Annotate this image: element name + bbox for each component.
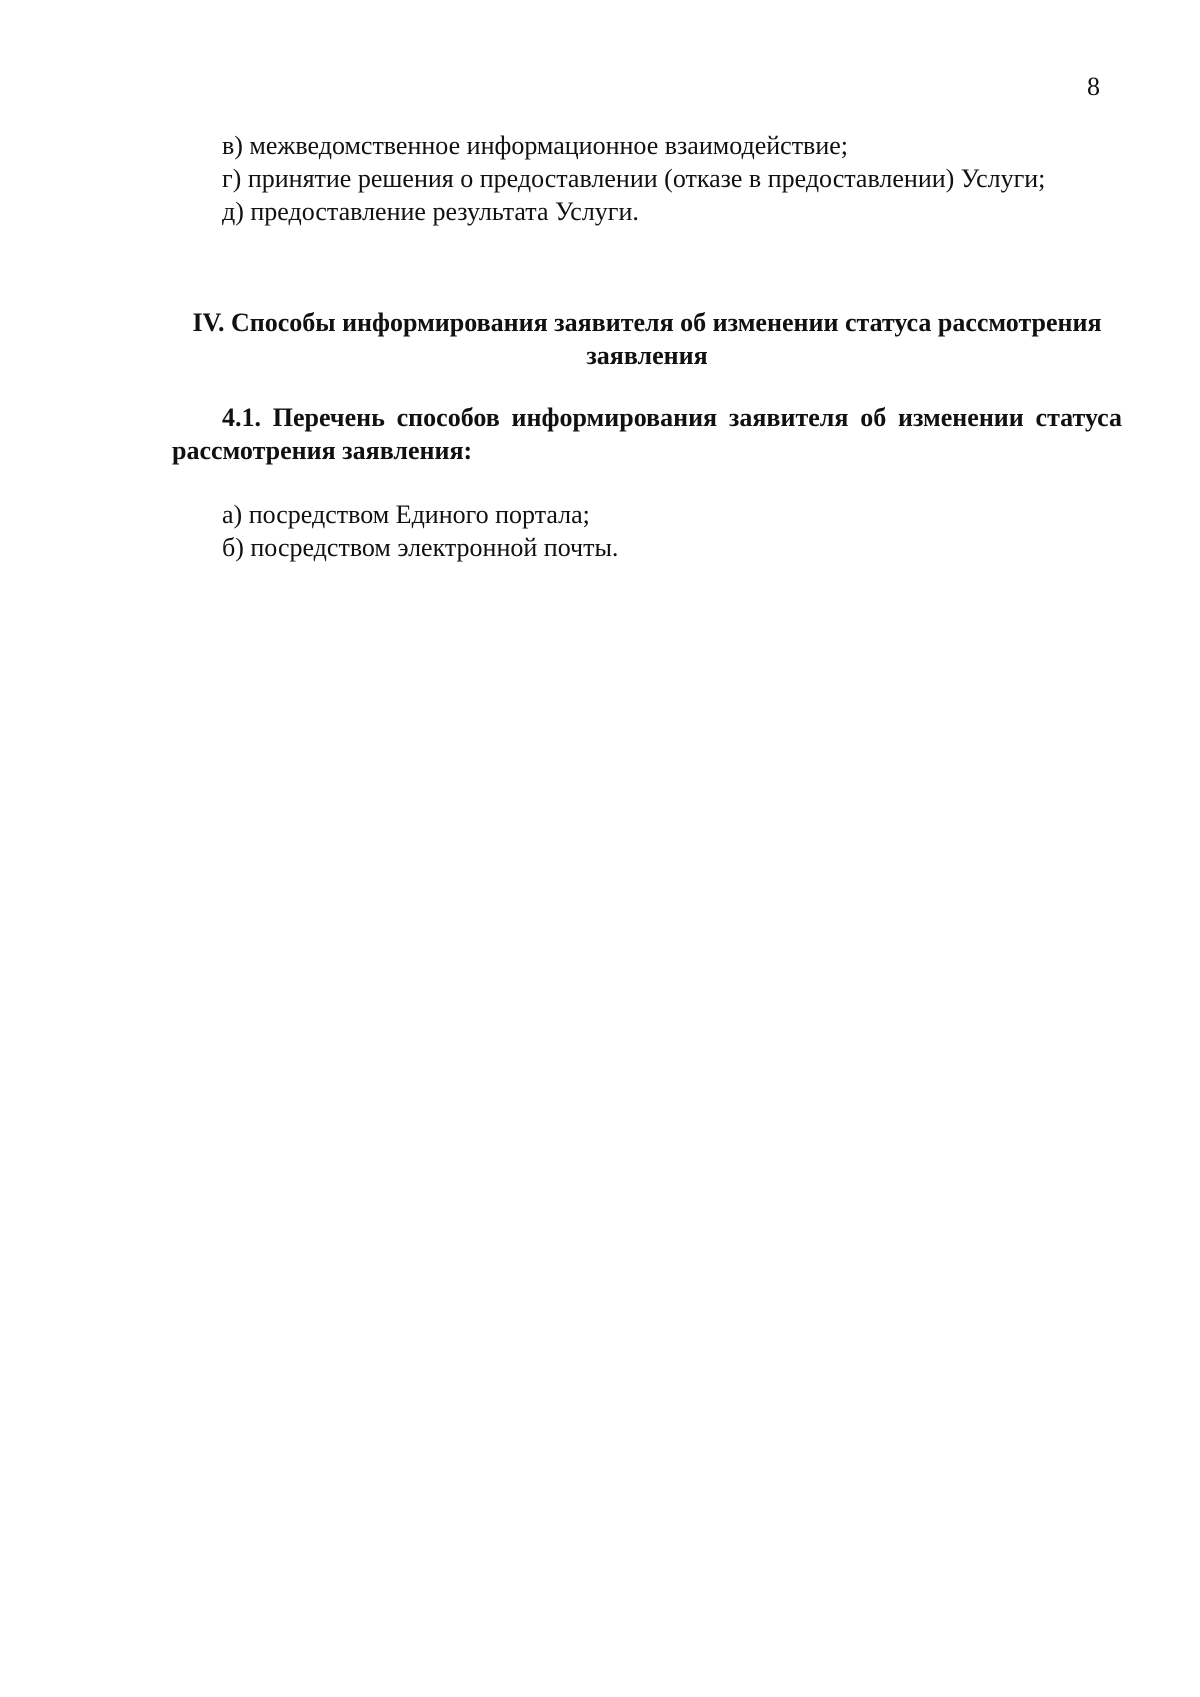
notification-methods-list [172, 498, 1122, 564]
page-number: 8 [1087, 72, 1100, 101]
procedure-steps-list [172, 129, 1122, 228]
list-item: в) межведомственное информационное взаимодействие; [222, 131, 849, 160]
list-item: д) предоставление результата Услуги. [222, 197, 639, 226]
list-item: б) посредством электронной почты. [222, 533, 619, 562]
section-heading: IV. Способы информирования заявителя об изменении статуса рассмотрения заявления [192, 308, 1102, 370]
subsection-heading: 4.1. Перечень способов информирования заявителя об изменении статуса рассмотрения заявления: [172, 403, 1122, 465]
list-item: а) посредством Единого портала; [222, 500, 590, 529]
list-item: г) принятие решения о предоставлении (отказе в предоставлении) Услуги; [222, 164, 1046, 193]
